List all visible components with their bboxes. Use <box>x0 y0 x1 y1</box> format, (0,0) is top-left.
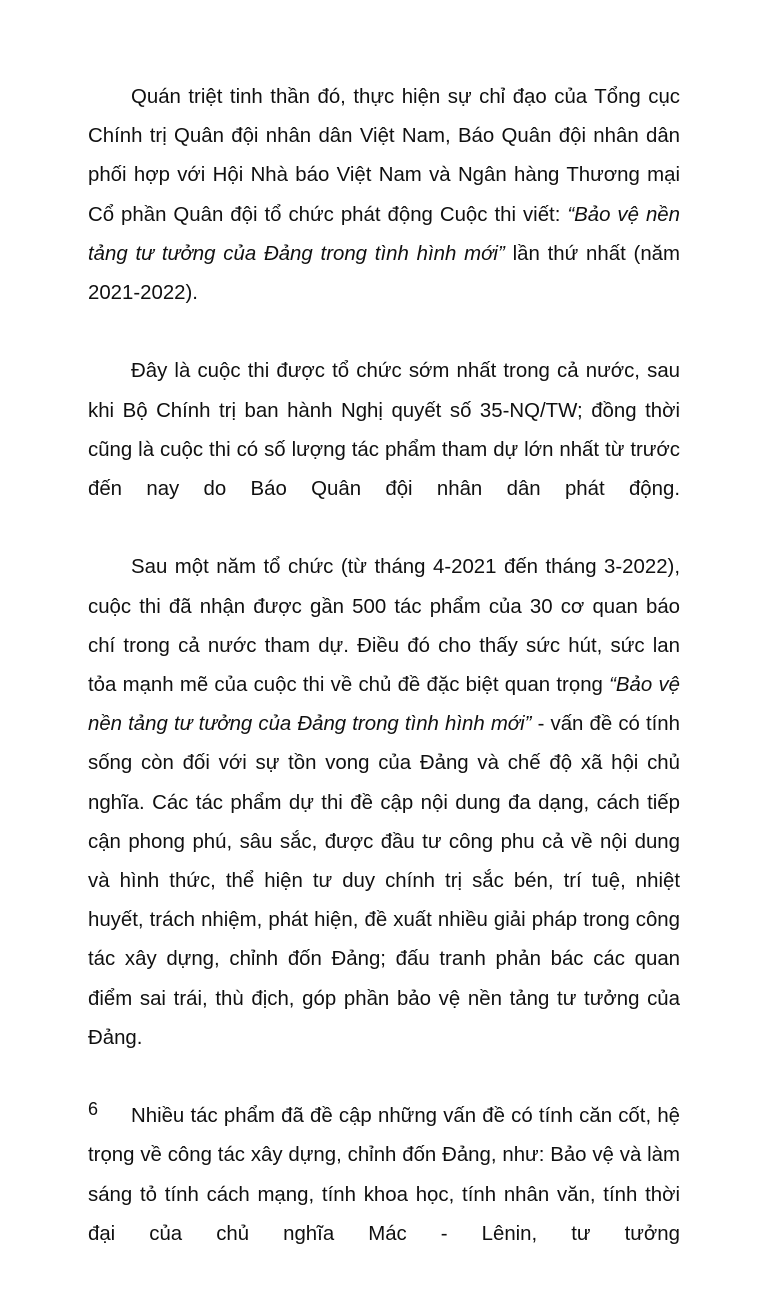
paragraph-1 <box>88 78 680 352</box>
text-run: lần thứ nhất (năm 2021-2022). <box>88 242 681 305</box>
quoted-title-text: “Bảo vệ nền tảng tư tưởng của Đảng trong tình hình mới” <box>88 203 680 265</box>
text-run: Nhiều tác phẩm đã đề cập những vấn đề có tính căn cốt, hệ trọng về công tác xây dựng, chỉnh đốn Đảng, như: Bảo vệ và làm sáng tỏ tính cách mạng, tính khoa học, tính nhân văn, tính thời đại của chủ nghĩa Mác - Lênin, tư tưởng <box>88 1105 680 1245</box>
text-run: - vấn đề có tính sống còn đối với sự tồn vong của Đảng và chế độ xã hội chủ nghĩa. Các tác phẩm dự thi đề cập nội dung đa dạng, cách tiếp cận phong phú, sâu sắc, được đầu tư công phu cả về nội dung và hình thức, thể hiện tư duy chính trị sắc bén, trí tuệ, nhiệt huyết, trách nhiệm, phát hiện, đề xuất nhiều giải pháp trong công tác xây dựng, chỉnh đốn Đảng; đấu tranh phản bác các quan điểm sai trái, thù địch, góp phần bảo vệ nền tảng tư tưởng của Đảng. <box>88 713 680 1049</box>
paragraph-4 <box>88 1097 680 1293</box>
text-run: Sau một năm tổ chức (từ tháng 4-2021 đến tháng 3-2022), cuộc thi đã nhận được gần 500 tác phẩm của 30 cơ quan báo chí trong cả nước tham dự. Điều đó cho thấy sức hút, sức lan tỏa mạnh mẽ của cuộc thi về chủ đề đặc biệt quan trọng <box>88 556 680 697</box>
paragraph-2 <box>88 352 680 548</box>
body-text-column <box>88 78 680 1293</box>
text-run: Quán triệt tinh thần đó, thực hiện sự chỉ đạo của Tổng cục Chính trị Quân đội nhân dân Việt Nam, Báo Quân đội nhân dân phối hợp với Hội Nhà báo Việt Nam và Ngân hàng Thương mại Cổ phần Quân đội tổ chức phát động Cuộc thi viết: <box>88 86 680 226</box>
quoted-title-text: “Bảo vệ nền tảng tư tưởng của Đảng trong tình hình mới” <box>88 674 680 736</box>
text-run: Đây là cuộc thi được tổ chức sớm nhất trong cả nước, sau khi Bộ Chính trị ban hành Nghị quyết số 35-NQ/TW; đồng thời cũng là cuộc thi có số lượng tác phẩm tham dự lớn nhất từ trước đến nay do Báo Quân đội nhân dân phát động. <box>88 360 680 501</box>
page-number: 6 <box>88 1099 99 1119</box>
paragraph-3 <box>88 548 680 1097</box>
